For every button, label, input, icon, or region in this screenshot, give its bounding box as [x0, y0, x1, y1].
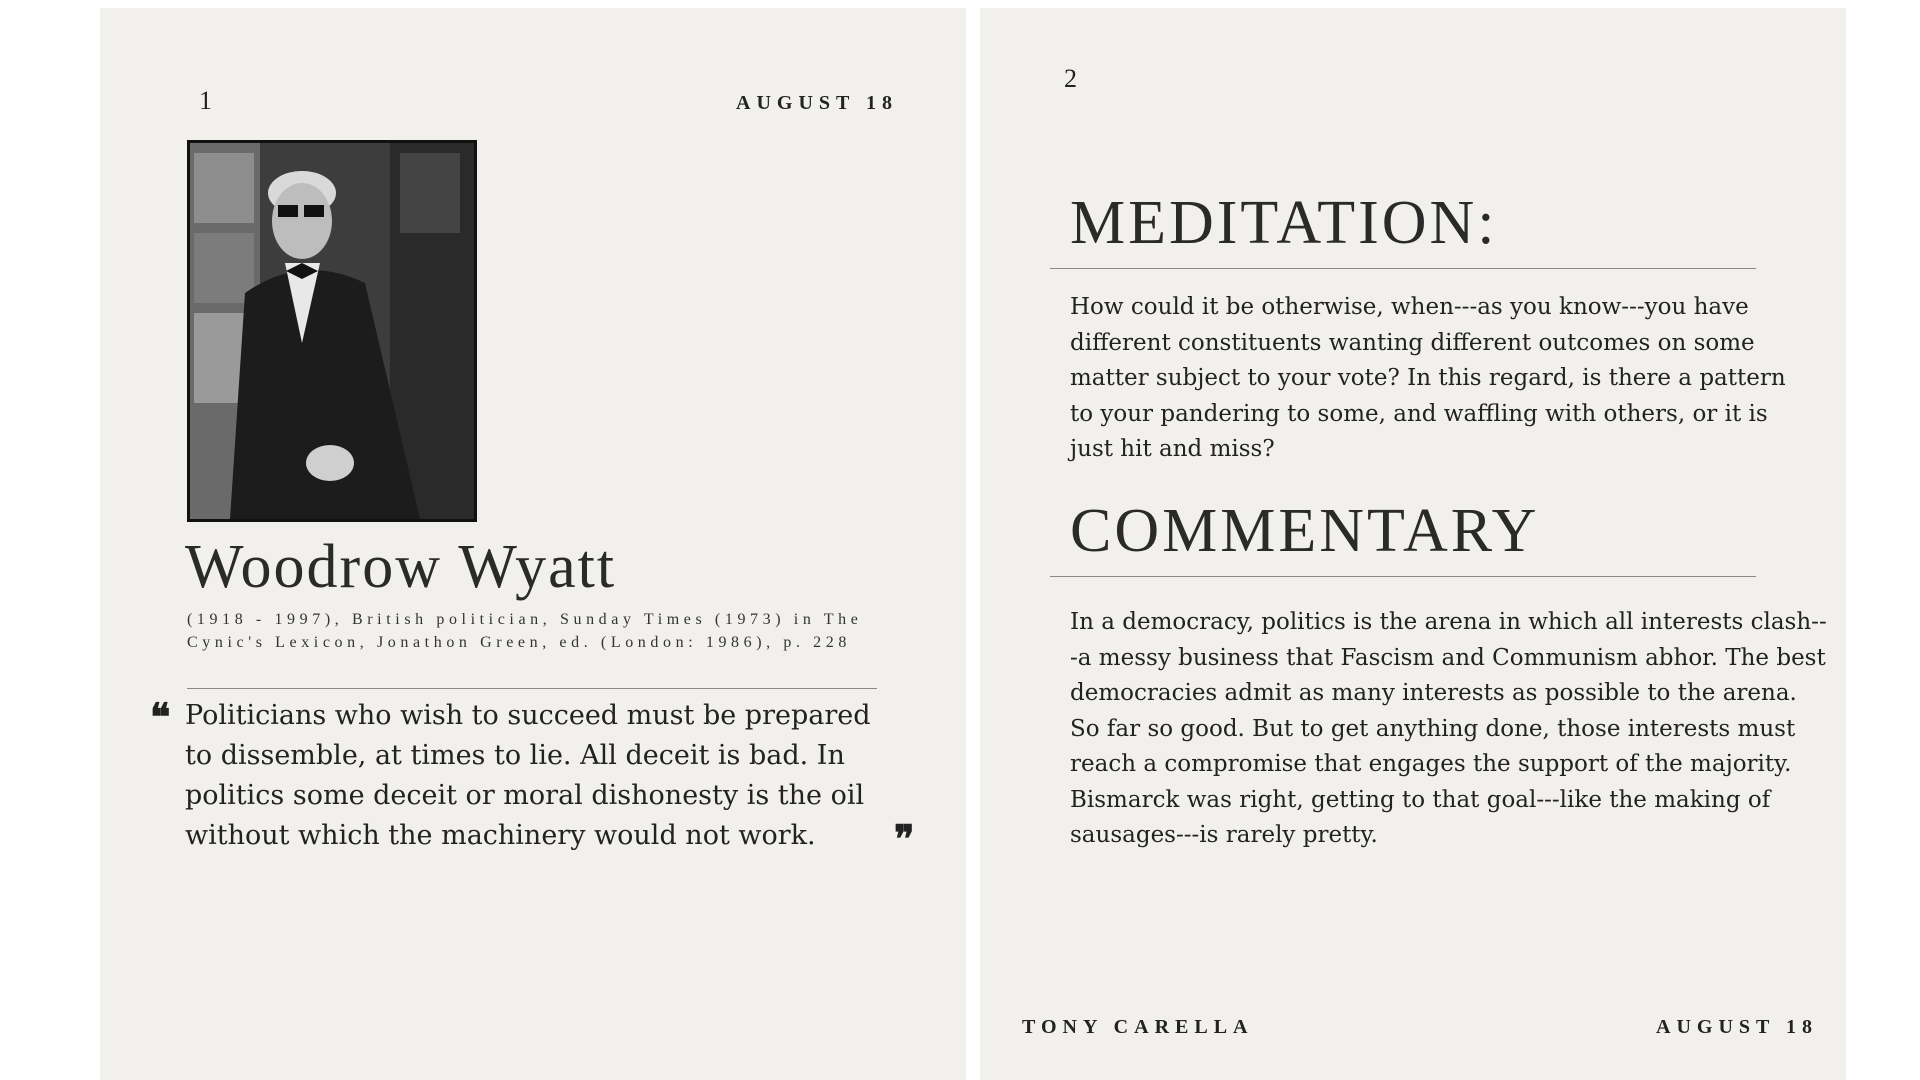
- meditation-divider: [1050, 268, 1756, 269]
- header-date: AUGUST 18: [736, 92, 898, 114]
- meditation-text: How could it be otherwise, when---as you know---you have different constituents wanting different outcomes on some matter subject to your vote? In this regard, is there a pattern to your pandering to some, and waffling with others, or it is just hit and miss?: [1070, 294, 1786, 462]
- commentary-heading: COMMENTARY: [1070, 497, 1540, 565]
- page-number: 2: [1064, 64, 1077, 93]
- portrait-photo: [190, 143, 474, 519]
- author-portrait: [187, 140, 477, 522]
- close-quote-mark: ❞: [894, 816, 915, 861]
- right-page: [980, 8, 1846, 1080]
- commentary-divider: [1050, 576, 1756, 577]
- author-bio: (1918 - 1997), British politician, Sunday Times (1973) in The Cynic's Lexicon, Jonathon Green, ed. (London: 1986), p. 228: [187, 611, 863, 651]
- page-number: 1: [199, 86, 212, 115]
- author-name: Woodrow Wyatt: [185, 533, 617, 601]
- open-quote-mark: ❝: [150, 694, 171, 739]
- footer-date: AUGUST 18: [1656, 1016, 1818, 1038]
- footer-author: TONY CARELLA: [1022, 1016, 1254, 1038]
- meditation-heading: MEDITATION:: [1070, 189, 1498, 257]
- commentary-text: In a democracy, politics is the arena in which all interests clash---a messy business that Fascism and Communism abhor. The best democracies admit as many interests as possible to the arena. So far so good. But to get anything done, those interests must reach a compromise that engages the support of the majority. Bismarck was right, getting to that goal---like the making of sausages---is rarely pretty.: [1070, 609, 1827, 848]
- divider: [187, 688, 877, 689]
- quote-text: Politicians who wish to succeed must be prepared to dissemble, at times to lie. All deceit is bad. In politics some deceit or moral dishonesty is the oil without which the machinery would not work.: [185, 700, 871, 851]
- left-page: [100, 8, 966, 1080]
